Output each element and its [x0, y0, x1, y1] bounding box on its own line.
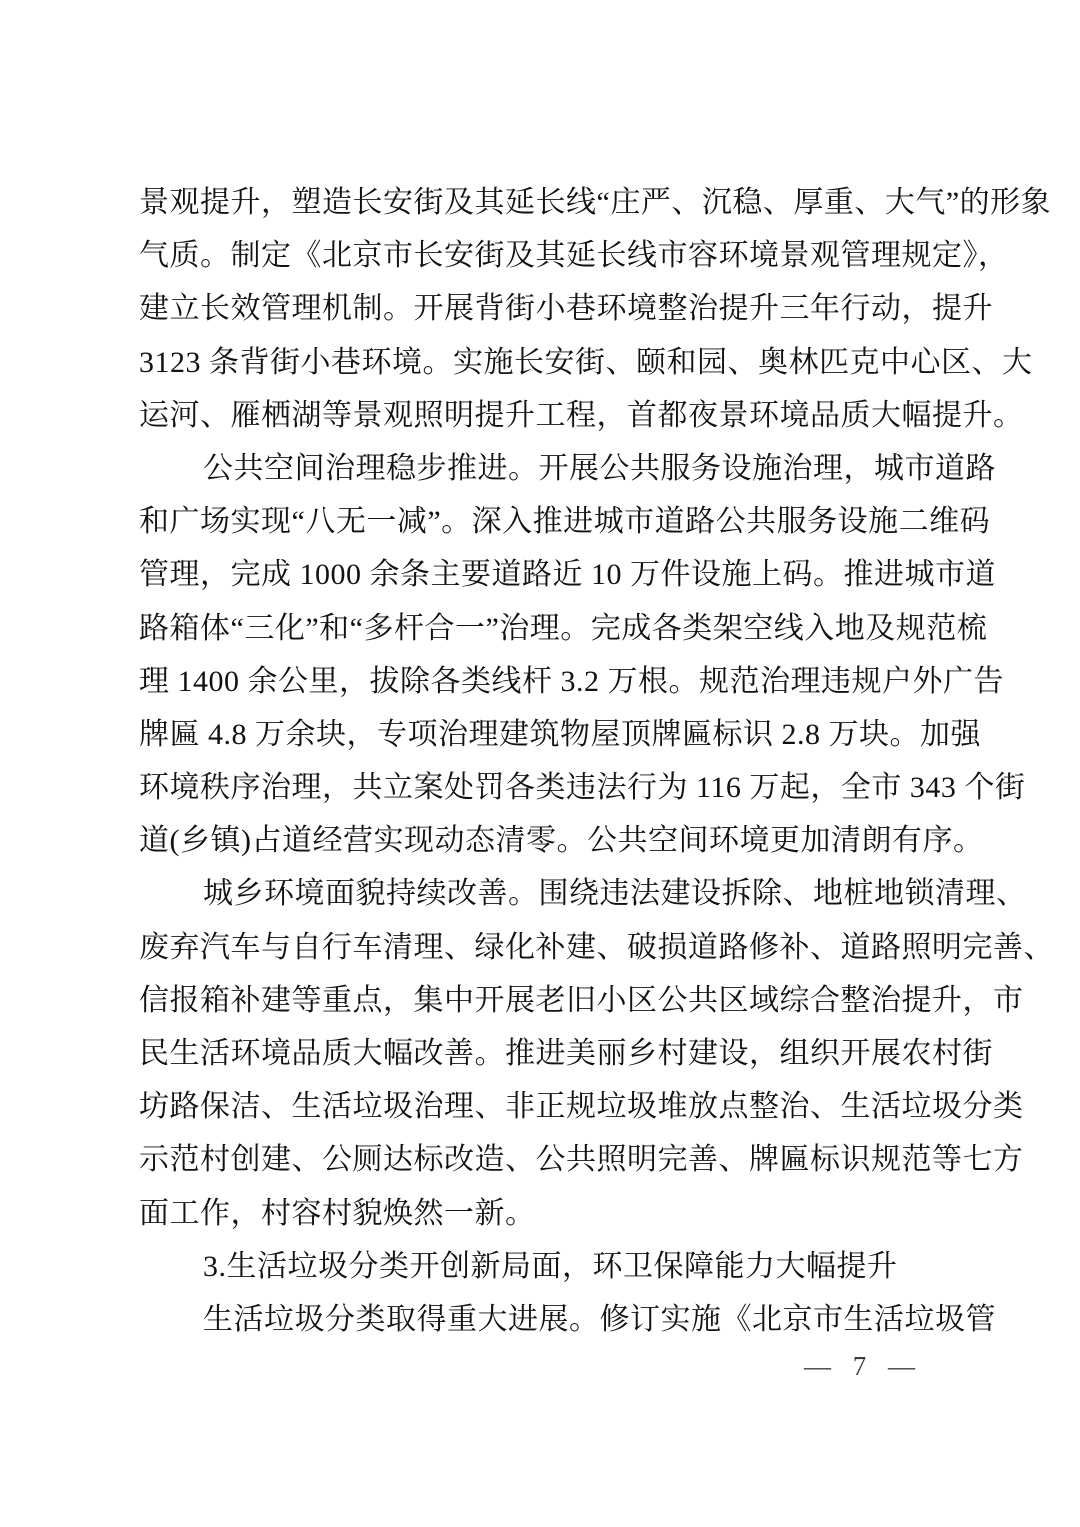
para-public-space-governance-line: 路箱体“三化”和“多杆合一”治理。完成各类架空线入地及规范梳	[139, 611, 988, 645]
para-public-space-governance-line: 牌匾 4.8 万余块，专项治理建筑物屋顶牌匾标识 2.8 万块。加强	[139, 717, 981, 751]
para-public-space-governance-line: 道(乡镇)占道经营实现动态清零。公共空间环境更加清朗有序。	[139, 824, 984, 858]
para-urban-rural-environment-line: 城乡环境面貌持续改善。围绕违法建设拆除、地桩地锁清理、	[203, 877, 1027, 911]
para-cityscape-improvement-line: 景观提升，塑造长安街及其延长线“庄严、沉稳、厚重、大气”的形象	[139, 186, 1052, 219]
para-public-space-governance-line: 和广场实现“八无一减”。深入推进城市道路公共服务设施二维码	[139, 505, 991, 539]
para-cityscape-improvement-line: 气质。制定《北京市长安街及其延长线市容环境景观管理规定》，	[139, 239, 1009, 273]
document-body	[139, 176, 1054, 1346]
page-number: — 7 —	[804, 1351, 915, 1381]
para-public-space-governance-line: 理 1400 余公里，拔除各类线杆 3.2 万根。规范治理违规户外广告	[139, 664, 1004, 698]
para-waste-sorting-progress-line: 生活垃圾分类取得重大进展。修订实施《北京市生活垃圾管	[203, 1302, 996, 1336]
para-urban-rural-environment-line: 废弃汽车与自行车清理、绿化补建、破损道路修补、道路照明完善、	[139, 930, 1054, 964]
para-urban-rural-environment-line: 面工作，村容村貌焕然一新。	[139, 1196, 536, 1230]
para-urban-rural-environment-line: 民生活环境品质大幅改善。推进美丽乡村建设，组织开展农村街	[139, 1037, 993, 1070]
para-cityscape-improvement-line: 建立长效管理机制。开展背街小巷环境整治提升三年行动，提升	[139, 292, 993, 326]
para-public-space-governance-line: 环境秩序治理，共立案处罚各类违法行为 116 万起，全市 343 个街	[139, 771, 1026, 805]
para-urban-rural-environment-line: 坊路保洁、生活垃圾治理、非正规垃圾堆放点整治、生活垃圾分类	[139, 1090, 1024, 1124]
para-cityscape-improvement-line: 3123 条背街小巷环境。实施长安街、颐和园、奥林匹克中心区、大	[139, 345, 1033, 379]
para-public-space-governance-line: 公共空间治理稳步推进。开展公共服务设施治理，城市道路	[203, 451, 996, 485]
para-urban-rural-environment-line: 信报箱补建等重点，集中开展老旧小区公共区域综合整治提升，市	[139, 983, 1024, 1017]
para-public-space-governance-line: 管理，完成 1000 余条主要道路近 10 万件设施上码。推进城市道	[139, 558, 996, 592]
heading-waste-sorting-line: 3.生活垃圾分类开创新局面，环卫保障能力大幅提升	[203, 1249, 898, 1283]
para-cityscape-improvement-line: 运河、雁栖湖等景观照明提升工程，首都夜景环境品质大幅提升。	[139, 398, 1024, 432]
para-urban-rural-environment-line: 示范村创建、公厕达标改造、公共照明完善、牌匾标识规范等七方	[139, 1143, 1024, 1177]
